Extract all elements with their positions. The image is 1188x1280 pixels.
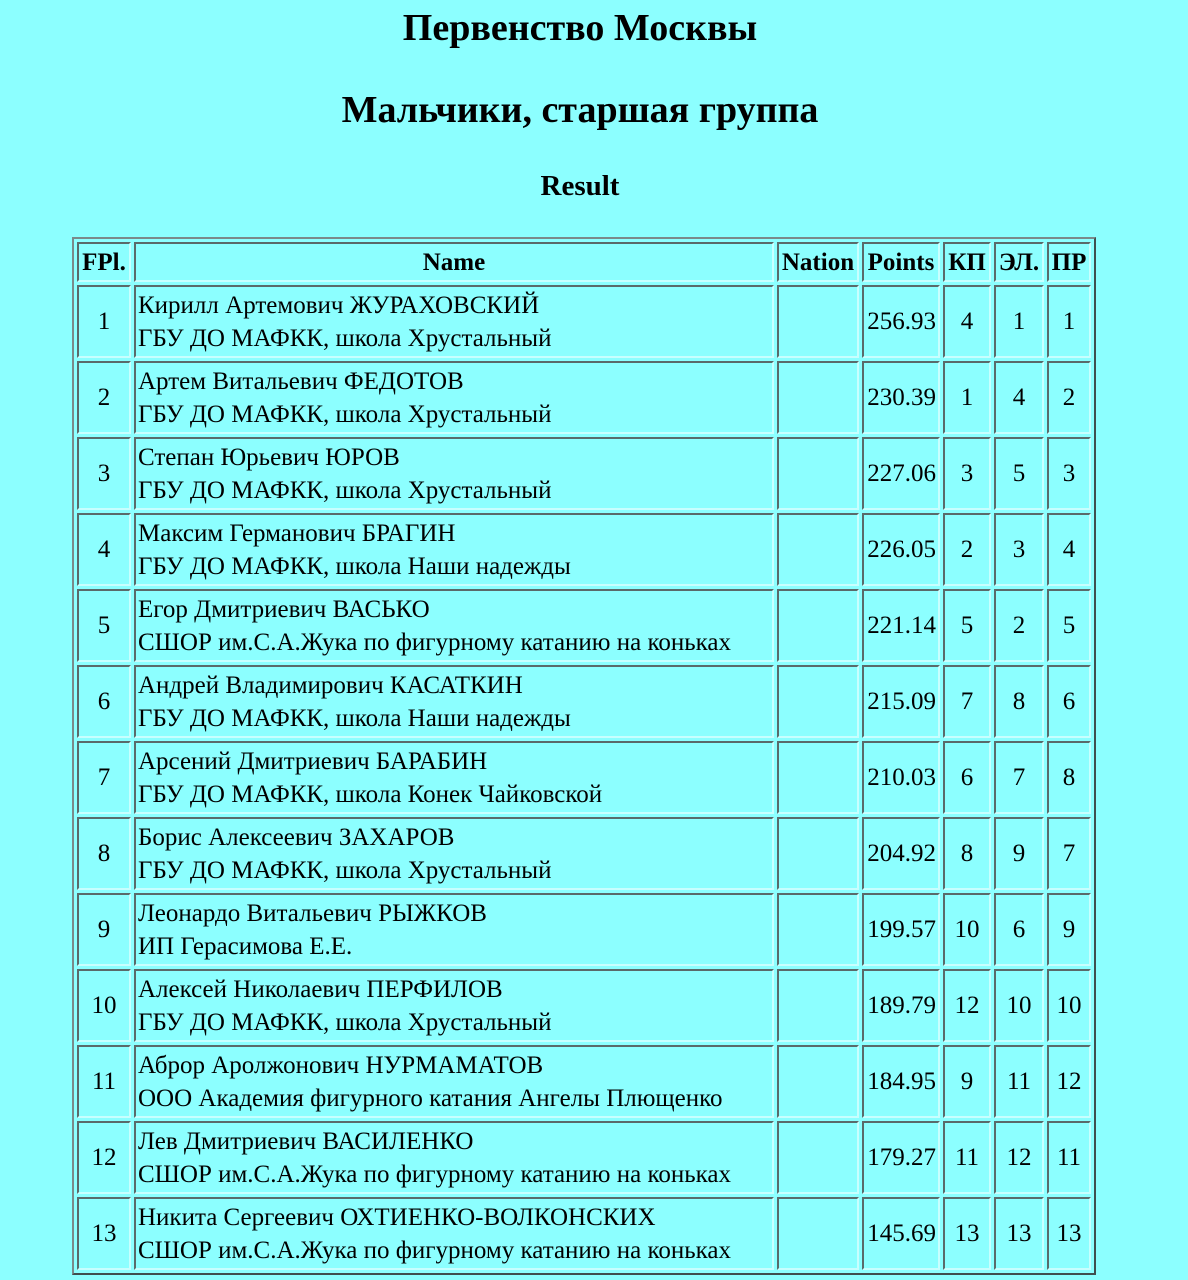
pr-rank-cell: 13 — [1047, 1197, 1091, 1270]
skater-name: Арсений Дмитриевич БАРАБИН — [138, 747, 488, 775]
skater-club: ГБУ ДО МАФКК, школа Наши надежды — [138, 552, 571, 580]
place-cell: 10 — [77, 969, 131, 1042]
page-title: Первенство Москвы — [402, 7, 758, 49]
results-table — [72, 237, 1096, 1275]
skater-club: ГБУ ДО МАФКК, школа Хрустальный — [138, 324, 552, 352]
skater-name: Артем Витальевич ФЕДОТОВ — [138, 367, 464, 395]
nation-cell — [777, 589, 859, 662]
skater-club: ГБУ ДО МАФКК, школа Конек Чайковской — [138, 780, 603, 808]
place-cell: 6 — [77, 665, 131, 738]
kp-rank-cell: 8 — [943, 817, 991, 890]
category-title: Мальчики, старшая группа — [341, 89, 819, 131]
skater-name: Степан Юрьевич ЮРОВ — [138, 443, 400, 471]
skater-name: Леонардо Витальевич РЫЖКОВ — [138, 899, 487, 927]
place-cell: 9 — [77, 893, 131, 966]
skater-name: Максим Германович БРАГИН — [138, 519, 456, 547]
name-cell — [134, 741, 774, 814]
kp-rank-cell: 7 — [943, 665, 991, 738]
column-header-fpl: FPl. — [77, 242, 131, 282]
nation-cell — [777, 893, 859, 966]
skater-name: Кирилл Артемович ЖУРАХОВСКИЙ — [138, 291, 540, 319]
skater-club: СШОР им.С.А.Жука по фигурному катанию на коньках — [138, 628, 731, 656]
points-cell: 256.93 — [862, 285, 940, 358]
table-row — [77, 1197, 1091, 1270]
pr-rank-cell: 3 — [1047, 437, 1091, 510]
name-cell — [134, 969, 774, 1042]
table-row — [77, 665, 1091, 738]
nation-cell — [777, 665, 859, 738]
nation-cell — [777, 1197, 859, 1270]
el-rank-cell: 2 — [994, 589, 1044, 662]
points-cell: 221.14 — [862, 589, 940, 662]
place-cell: 5 — [77, 589, 131, 662]
skater-name: Егор Дмитриевич ВАСЬКО — [138, 595, 430, 623]
pr-rank-cell: 11 — [1047, 1121, 1091, 1194]
table-row — [77, 437, 1091, 510]
pr-rank-cell: 6 — [1047, 665, 1091, 738]
el-rank-cell: 5 — [994, 437, 1044, 510]
pr-rank-cell: 4 — [1047, 513, 1091, 586]
table-row — [77, 1121, 1091, 1194]
pr-rank-cell: 12 — [1047, 1045, 1091, 1118]
el-rank-cell: 13 — [994, 1197, 1044, 1270]
pr-rank-cell: 10 — [1047, 969, 1091, 1042]
table-row — [77, 1045, 1091, 1118]
table-row — [77, 969, 1091, 1042]
place-cell: 7 — [77, 741, 131, 814]
kp-rank-cell: 3 — [943, 437, 991, 510]
skater-club: ГБУ ДО МАФКК, школа Хрустальный — [138, 476, 552, 504]
place-cell: 13 — [77, 1197, 131, 1270]
el-rank-cell: 3 — [994, 513, 1044, 586]
points-cell: 179.27 — [862, 1121, 940, 1194]
skater-club: СШОР им.С.А.Жука по фигурному катанию на коньках — [138, 1160, 731, 1188]
nation-cell — [777, 741, 859, 814]
skater-name: Алексей Николаевич ПЕРФИЛОВ — [138, 975, 503, 1003]
pr-rank-cell: 1 — [1047, 285, 1091, 358]
name-cell — [134, 1121, 774, 1194]
column-header-pr: ПР — [1047, 242, 1091, 282]
nation-cell — [777, 1121, 859, 1194]
name-cell — [134, 665, 774, 738]
name-cell — [134, 893, 774, 966]
column-header-nation: Nation — [777, 242, 859, 282]
skater-club: ООО Академия фигурного катания Ангелы Плющенко — [138, 1084, 723, 1112]
name-cell — [134, 437, 774, 510]
skater-name: Андрей Владимирович КАСАТКИН — [138, 671, 523, 699]
table-row — [77, 589, 1091, 662]
points-cell: 215.09 — [862, 665, 940, 738]
el-rank-cell: 11 — [994, 1045, 1044, 1118]
pr-rank-cell: 9 — [1047, 893, 1091, 966]
points-cell: 145.69 — [862, 1197, 940, 1270]
skater-name: Борис Алексеевич ЗАХАРОВ — [138, 823, 455, 851]
skater-name: Лев Дмитриевич ВАСИЛЕНКО — [138, 1127, 474, 1155]
name-cell — [134, 589, 774, 662]
column-header-points: Points — [862, 242, 940, 282]
name-cell — [134, 513, 774, 586]
el-rank-cell: 4 — [994, 361, 1044, 434]
place-cell: 1 — [77, 285, 131, 358]
kp-rank-cell: 9 — [943, 1045, 991, 1118]
name-cell — [134, 285, 774, 358]
kp-rank-cell: 1 — [943, 361, 991, 434]
kp-rank-cell: 5 — [943, 589, 991, 662]
nation-cell — [777, 969, 859, 1042]
kp-rank-cell: 11 — [943, 1121, 991, 1194]
el-rank-cell: 1 — [994, 285, 1044, 358]
table-row — [77, 285, 1091, 358]
table-row — [77, 361, 1091, 434]
place-cell: 4 — [77, 513, 131, 586]
kp-rank-cell: 6 — [943, 741, 991, 814]
table-row — [77, 513, 1091, 586]
el-rank-cell: 8 — [994, 665, 1044, 738]
table-row — [77, 817, 1091, 890]
nation-cell — [777, 361, 859, 434]
skater-name: Никита Сергеевич ОХТИЕНКО-ВОЛКОНСКИХ — [138, 1203, 656, 1231]
kp-rank-cell: 4 — [943, 285, 991, 358]
skater-club: ГБУ ДО МАФКК, школа Наши надежды — [138, 704, 571, 732]
nation-cell — [777, 513, 859, 586]
table-header-row — [77, 242, 1091, 282]
pr-rank-cell: 5 — [1047, 589, 1091, 662]
points-cell: 189.79 — [862, 969, 940, 1042]
section-title: Result — [540, 170, 620, 202]
el-rank-cell: 9 — [994, 817, 1044, 890]
kp-rank-cell: 13 — [943, 1197, 991, 1270]
skater-club: ГБУ ДО МАФКК, школа Хрустальный — [138, 1008, 552, 1036]
name-cell — [134, 1197, 774, 1270]
skater-club: ГБУ ДО МАФКК, школа Хрустальный — [138, 856, 552, 884]
results-body — [77, 285, 1091, 1270]
column-header-el: ЭЛ. — [994, 242, 1044, 282]
nation-cell — [777, 437, 859, 510]
skater-club: ИП Герасимова Е.Е. — [138, 932, 353, 960]
el-rank-cell: 7 — [994, 741, 1044, 814]
column-header-name: Name — [134, 242, 774, 282]
kp-rank-cell: 10 — [943, 893, 991, 966]
table-row — [77, 741, 1091, 814]
nation-cell — [777, 285, 859, 358]
kp-rank-cell: 12 — [943, 969, 991, 1042]
name-cell — [134, 361, 774, 434]
points-cell: 227.06 — [862, 437, 940, 510]
points-cell: 226.05 — [862, 513, 940, 586]
points-cell: 184.95 — [862, 1045, 940, 1118]
column-header-kp: КП — [943, 242, 991, 282]
place-cell: 8 — [77, 817, 131, 890]
place-cell: 12 — [77, 1121, 131, 1194]
pr-rank-cell: 8 — [1047, 741, 1091, 814]
points-cell: 230.39 — [862, 361, 940, 434]
place-cell: 11 — [77, 1045, 131, 1118]
name-cell — [134, 1045, 774, 1118]
points-cell: 204.92 — [862, 817, 940, 890]
el-rank-cell: 12 — [994, 1121, 1044, 1194]
table-row — [77, 893, 1091, 966]
el-rank-cell: 10 — [994, 969, 1044, 1042]
skater-name: Аброр Аролжонович НУРМАМАТОВ — [138, 1051, 544, 1079]
place-cell: 3 — [77, 437, 131, 510]
points-cell: 199.57 — [862, 893, 940, 966]
points-cell: 210.03 — [862, 741, 940, 814]
skater-club: СШОР им.С.А.Жука по фигурному катанию на коньках — [138, 1236, 731, 1264]
kp-rank-cell: 2 — [943, 513, 991, 586]
nation-cell — [777, 817, 859, 890]
el-rank-cell: 6 — [994, 893, 1044, 966]
place-cell: 2 — [77, 361, 131, 434]
nation-cell — [777, 1045, 859, 1118]
name-cell — [134, 817, 774, 890]
pr-rank-cell: 7 — [1047, 817, 1091, 890]
pr-rank-cell: 2 — [1047, 361, 1091, 434]
skater-club: ГБУ ДО МАФКК, школа Хрустальный — [138, 400, 552, 428]
